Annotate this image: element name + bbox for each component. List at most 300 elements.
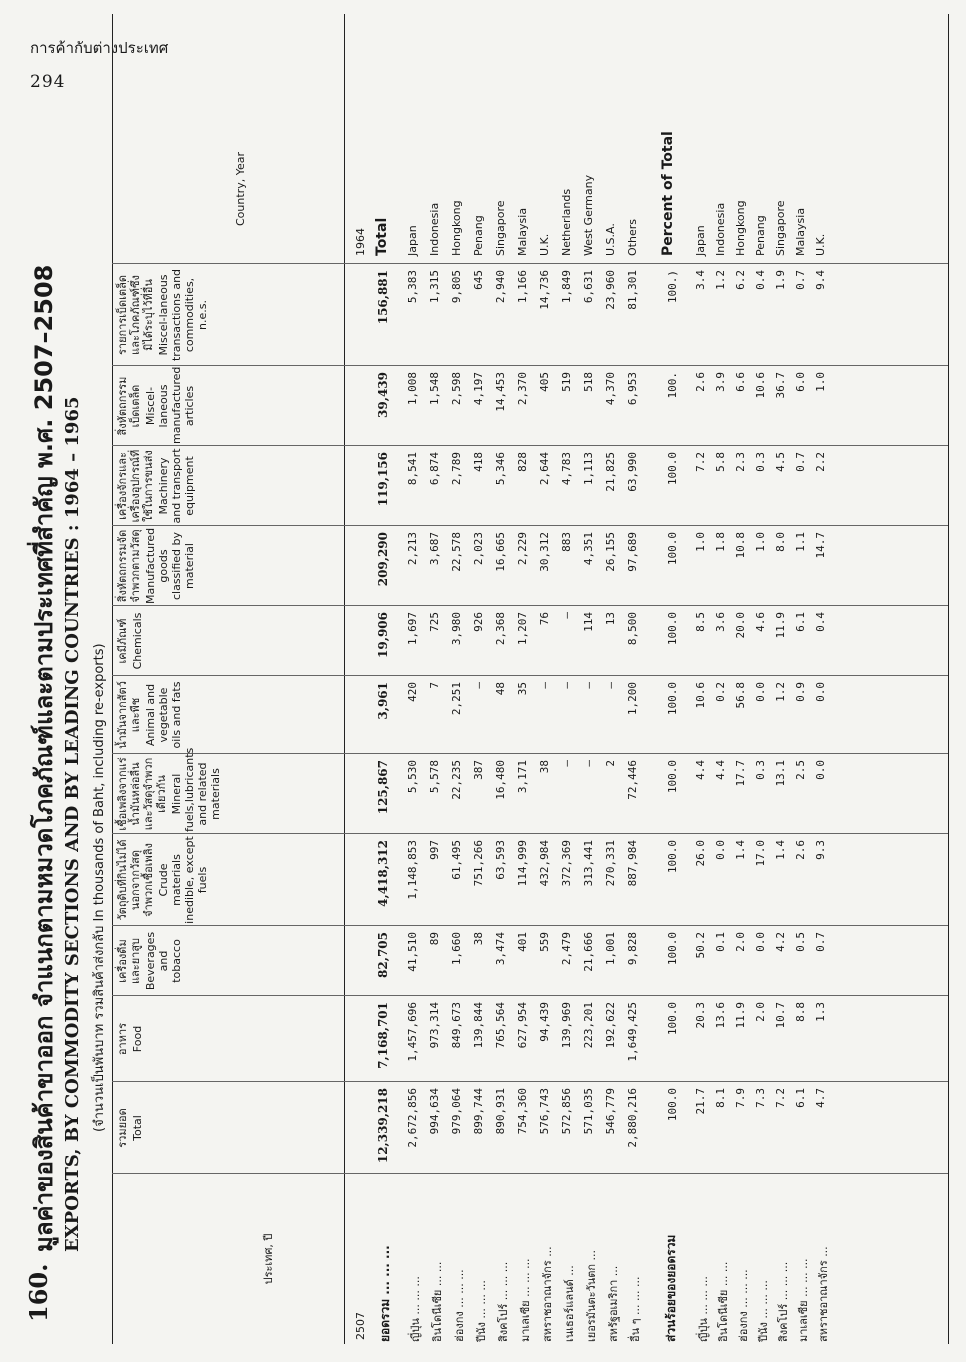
table-cell: 1.9 bbox=[774, 270, 787, 290]
table-cell: 2,880,216 bbox=[626, 1088, 639, 1148]
row-label: สิงคโปร์ ... ... ... bbox=[497, 1261, 510, 1342]
table-cell: 81,301 bbox=[626, 270, 639, 310]
row-label-english: Netherlands bbox=[560, 188, 573, 256]
table-cell: 223,201 bbox=[582, 1002, 595, 1049]
table-cell: 973,314 bbox=[428, 1002, 441, 1049]
table-cell: 100.0 bbox=[666, 760, 679, 794]
column-divider bbox=[112, 925, 948, 926]
table-cell: 1.1 bbox=[794, 532, 807, 552]
row-label: เนเธอร์แลนด์ ... bbox=[563, 1265, 576, 1342]
table-cell: 1,548 bbox=[428, 372, 441, 406]
table-cell: 8.0 bbox=[774, 532, 787, 552]
table-cell: 1.8 bbox=[714, 532, 727, 552]
table-cell: 114,999 bbox=[516, 840, 529, 887]
table-cell: 35 bbox=[516, 682, 529, 696]
table-cell: 0.7 bbox=[794, 452, 807, 472]
table-cell: 38 bbox=[538, 760, 551, 774]
table-title-thai: มูลค่าของสินค้าขาออก จำแนกตามหมวดโภคภัณฑ์และตามประเทศที่สำคัญ พ.ศ. 2507–2508 bbox=[30, 264, 58, 1252]
table-cell: 627,954 bbox=[516, 1002, 529, 1049]
table-cell: 3,474 bbox=[494, 932, 507, 966]
table-cell: 270,331 bbox=[604, 840, 617, 887]
table-cell: 559 bbox=[538, 932, 551, 952]
table-cell: 1,849 bbox=[560, 270, 573, 304]
table-cell: 2.6 bbox=[794, 840, 807, 860]
column-header bbox=[116, 528, 196, 604]
table-cell: 4,418,312 bbox=[376, 840, 390, 907]
table-cell: 0.3 bbox=[754, 452, 767, 472]
table-cell: 2,598 bbox=[450, 372, 463, 406]
table-cell: 2,479 bbox=[560, 932, 573, 966]
table-cell: 0.0 bbox=[714, 840, 727, 860]
column-header-english: Mineral fuels,lubricants and related materials bbox=[170, 747, 222, 832]
table-cell: 2.2 bbox=[814, 452, 827, 472]
table-cell: 100.0 bbox=[666, 452, 679, 486]
table-cell: 1.0 bbox=[754, 532, 767, 552]
table-cell: 5,383 bbox=[406, 270, 419, 304]
row-label-english: Penang bbox=[472, 215, 485, 256]
column-header bbox=[116, 747, 222, 832]
column-header-thai: เคมีภัณฑ์ bbox=[116, 618, 129, 664]
table-cell: 1,697 bbox=[406, 612, 419, 646]
table-cell: 139,844 bbox=[472, 1002, 485, 1049]
table-cell: 5,578 bbox=[428, 760, 441, 794]
table-cell: 2.0 bbox=[754, 1002, 767, 1022]
table-cell: 100.0 bbox=[666, 682, 679, 716]
table-cell: 372,369 bbox=[560, 840, 573, 887]
row-label-english: U.K. bbox=[814, 233, 827, 256]
table-cell: — bbox=[560, 612, 573, 619]
exports-table bbox=[112, 14, 952, 1344]
row-label-english: Indonesia bbox=[714, 202, 727, 256]
table-cell: 9,805 bbox=[450, 270, 463, 304]
table-cell: 765,564 bbox=[494, 1002, 507, 1049]
column-header-thai: น้ำมันจากสัตว์และพืช bbox=[116, 681, 142, 749]
table-cell: 12,339,218 bbox=[376, 1088, 390, 1164]
table-cell: 1,001 bbox=[604, 932, 617, 966]
table-cell: 30,312 bbox=[538, 532, 551, 572]
table-cell: 0.0 bbox=[754, 932, 767, 952]
table-cell: 2.6 bbox=[694, 372, 707, 392]
table-cell: 114 bbox=[582, 612, 595, 632]
table-cell: 849,673 bbox=[450, 1002, 463, 1049]
table-cell: 7.3 bbox=[754, 1088, 767, 1108]
row-label: อินโดนีเซีย ... ... bbox=[717, 1261, 730, 1342]
table-cell: 0.4 bbox=[754, 270, 767, 290]
table-cell: 6.6 bbox=[734, 372, 747, 392]
table-cell: 1.0 bbox=[694, 532, 707, 552]
table-cell: 10.8 bbox=[734, 532, 747, 559]
table-cell: 3.9 bbox=[714, 372, 727, 392]
table-cell: 0.0 bbox=[814, 760, 827, 780]
table-cell: 39,439 bbox=[376, 372, 390, 418]
row-label: มาเลเซีย ... ... ... bbox=[797, 1258, 810, 1342]
table-cell: 0.7 bbox=[814, 932, 827, 952]
row-label: อินโดนีเซีย ... ... bbox=[431, 1261, 444, 1342]
column-header-thai: เครื่องดื่ม และยาสูบ bbox=[116, 937, 142, 985]
table-cell: 21.7 bbox=[694, 1088, 707, 1115]
table-cell: 17.0 bbox=[754, 840, 767, 867]
table-cell: 1.4 bbox=[734, 840, 747, 860]
row-label: สหราชอาณาจักร ... bbox=[541, 1246, 554, 1342]
column-header bbox=[116, 928, 183, 994]
table-cell: 571,035 bbox=[582, 1088, 595, 1135]
table-cell: 139,969 bbox=[560, 1002, 573, 1049]
row-label: สหราชอาณาจักร ... bbox=[817, 1246, 830, 1342]
table-cell: 14,736 bbox=[538, 270, 551, 310]
row-label: ปีนัง ... ... ... bbox=[475, 1280, 488, 1342]
column-header-english: Food bbox=[131, 1025, 144, 1053]
table-title-english: EXPORTS, BY COMMODITY SECTIONS AND BY LEADING COUNTRIES : 1964 – 1965 bbox=[62, 396, 83, 1252]
running-header: การค้ากับต่างประเทศ bbox=[30, 39, 169, 57]
table-cell: 209,290 bbox=[376, 532, 390, 587]
row-label-english: Hongkong bbox=[450, 200, 463, 256]
column-header-thai: รวมยอด bbox=[116, 1108, 129, 1148]
column-divider bbox=[112, 525, 948, 526]
table-cell: 1.2 bbox=[714, 270, 727, 290]
column-header bbox=[116, 1084, 144, 1172]
row-label-english: Hongkong bbox=[734, 200, 747, 256]
row-label-english: Singapore bbox=[774, 200, 787, 256]
table-cell: 8,500 bbox=[626, 612, 639, 646]
column-divider bbox=[112, 1173, 948, 1174]
column-header-thai: วัตถุดิบที่กินไม่ได้ นอกจากวัสดุจำพวกเชื้อเพลิง bbox=[116, 839, 155, 921]
column-divider bbox=[112, 445, 948, 446]
table-cell: — bbox=[604, 682, 617, 689]
table-cell: 97,689 bbox=[626, 532, 639, 572]
table-cell: 576,743 bbox=[538, 1088, 551, 1135]
table-cell: 725 bbox=[428, 612, 441, 632]
table-cell: 4,197 bbox=[472, 372, 485, 406]
table-cell: 6.1 bbox=[794, 612, 807, 632]
table-cell: 899,744 bbox=[472, 1088, 485, 1135]
row-label-english: Malaysia bbox=[516, 207, 529, 256]
row-label-english: U.K. bbox=[538, 233, 551, 256]
table-cell: 11.9 bbox=[734, 1002, 747, 1029]
table-cell: — bbox=[560, 760, 573, 767]
table-cell: 418 bbox=[472, 452, 485, 472]
column-header bbox=[116, 836, 209, 924]
table-cell: 26,155 bbox=[604, 532, 617, 572]
column-header-english: Chemicals bbox=[131, 612, 144, 670]
table-cell: 1,457,696 bbox=[406, 1002, 419, 1062]
table-cell: 0.2 bbox=[714, 682, 727, 702]
table-cell: 6,953 bbox=[626, 372, 639, 406]
column-divider bbox=[112, 263, 948, 264]
column-header-thai: สิ่งหัตถกรรมเบ็ดเตล็ด bbox=[116, 376, 142, 436]
table-cell: 1.3 bbox=[814, 1002, 827, 1022]
table-cell: 41,510 bbox=[406, 932, 419, 972]
table-cell: 546,779 bbox=[604, 1088, 617, 1135]
table-number: 160. bbox=[24, 1263, 53, 1322]
table-cell: 100.0 bbox=[666, 532, 679, 566]
table-cell: 2.0 bbox=[734, 932, 747, 952]
table-cell: 17.7 bbox=[734, 760, 747, 787]
table-bottom-rule bbox=[948, 14, 949, 1344]
table-cell: 100.0 bbox=[666, 840, 679, 874]
column-divider bbox=[112, 365, 948, 366]
table-cell: 2.3 bbox=[734, 452, 747, 472]
column-header-thai: อาหาร bbox=[116, 1022, 129, 1056]
table-cell: 48 bbox=[494, 682, 507, 696]
row-label: ฮ่องกง ... ... ... bbox=[453, 1269, 466, 1342]
table-cell: 36.7 bbox=[774, 372, 787, 399]
year-label-thai: 2507 bbox=[354, 1312, 367, 1340]
table-cell: 26.0 bbox=[694, 840, 707, 867]
table-cell: 2,023 bbox=[472, 532, 485, 566]
table-cell: 100.0 bbox=[666, 1002, 679, 1036]
table-cell: 20.0 bbox=[734, 612, 747, 639]
row-label: สหรัฐอเมริกา ... bbox=[607, 1265, 620, 1342]
table-cell: 22,235 bbox=[450, 760, 463, 800]
table-cell: — bbox=[560, 682, 573, 689]
table-cell: 1,113 bbox=[582, 452, 595, 486]
table-cell: 5,530 bbox=[406, 760, 419, 794]
table-cell: 11.9 bbox=[774, 612, 787, 639]
table-cell: 1,207 bbox=[516, 612, 529, 646]
page-number: 294 bbox=[30, 72, 66, 92]
column-header-english: Manufactured goods classified by material bbox=[144, 527, 196, 604]
table-cell: 21,666 bbox=[582, 932, 595, 972]
row-label-english: Others bbox=[626, 219, 639, 256]
table-cell: 4.5 bbox=[774, 452, 787, 472]
table-cell: 6.0 bbox=[794, 372, 807, 392]
column-header bbox=[116, 368, 196, 444]
table-cell: 1,166 bbox=[516, 270, 529, 304]
table-cell: 997 bbox=[428, 840, 441, 860]
table-cell: 1,315 bbox=[428, 270, 441, 304]
table-cell: 1,008 bbox=[406, 372, 419, 406]
table-header-rule bbox=[344, 14, 345, 1344]
table-cell: 63,593 bbox=[494, 840, 507, 880]
table-cell: 2 bbox=[604, 760, 617, 767]
table-cell: 7.9 bbox=[734, 1088, 747, 1108]
table-cell: 1.4 bbox=[774, 840, 787, 860]
table-cell: 751,266 bbox=[472, 840, 485, 887]
row-label-english: Penang bbox=[754, 215, 767, 256]
table-cell: 20.3 bbox=[694, 1002, 707, 1029]
row-label-english: Total bbox=[374, 217, 390, 256]
row-label-english: Japan bbox=[406, 225, 419, 256]
table-cell: 13.1 bbox=[774, 760, 787, 787]
column-header bbox=[262, 1176, 277, 1342]
table-cell: 1.0 bbox=[814, 372, 827, 392]
table-cell: 0.7 bbox=[794, 270, 807, 290]
table-cell: 89 bbox=[428, 932, 441, 946]
table-cell: 61,495 bbox=[450, 840, 463, 880]
table-cell: 2,672,856 bbox=[406, 1088, 419, 1148]
table-cell: 8.8 bbox=[794, 1002, 807, 1022]
table-cell: 420 bbox=[406, 682, 419, 702]
year-label-english: 1964 bbox=[354, 228, 367, 256]
table-cell: 192,622 bbox=[604, 1002, 617, 1049]
column-divider bbox=[112, 605, 948, 606]
table-cell: 72,446 bbox=[626, 760, 639, 800]
table-subtitle: (จำนวนเป็นพันบาท รวมสินค้าส่งกลับ In thousands of Baht, including re-exports) bbox=[92, 643, 107, 1132]
table-cell: 1,649,425 bbox=[626, 1002, 639, 1062]
table-cell: 21,825 bbox=[604, 452, 617, 492]
table-cell: 4.4 bbox=[714, 760, 727, 780]
table-cell: — bbox=[582, 760, 595, 767]
table-cell: 9.3 bbox=[814, 840, 827, 860]
column-header-thai: เชื้อเพลิงจากแร่ น้ำมันหล่อลื่น และวัสดุจำพวกเดียวกัน bbox=[116, 757, 168, 831]
column-header-thai: เครื่องจักรและเครื่องอุปกรณ์ที่ใช้ในการขนส่ง bbox=[116, 449, 155, 523]
row-label: ญี่ปุ่น ... ... ... bbox=[409, 1276, 422, 1342]
table-cell: 0.0 bbox=[814, 682, 827, 702]
table-cell: 1,660 bbox=[450, 932, 463, 966]
table-cell: 2,251 bbox=[450, 682, 463, 716]
row-label: ยอดรวม ... ... ... bbox=[378, 1245, 392, 1342]
table-cell: 754,360 bbox=[516, 1088, 529, 1135]
column-divider bbox=[112, 753, 948, 754]
table-cell: 887,984 bbox=[626, 840, 639, 887]
table-cell: 572,856 bbox=[560, 1088, 573, 1135]
table-cell: 38 bbox=[472, 932, 485, 946]
table-cell: 23,960 bbox=[604, 270, 617, 310]
table-cell: 405 bbox=[538, 372, 551, 392]
table-cell: 0.1 bbox=[714, 932, 727, 952]
table-cell: 10.6 bbox=[754, 372, 767, 399]
table-cell: 4.6 bbox=[754, 612, 767, 632]
table-cell: 2.5 bbox=[794, 760, 807, 780]
column-header-thai: ประเทศ, ปี bbox=[262, 1233, 275, 1285]
table-cell: 994,634 bbox=[428, 1088, 441, 1135]
table-cell: 14,453 bbox=[494, 372, 507, 412]
table-cell: 100. bbox=[666, 372, 679, 399]
table-cell: 4.2 bbox=[774, 932, 787, 952]
table-cell: 9,828 bbox=[626, 932, 639, 966]
column-divider bbox=[112, 675, 948, 676]
row-label: อื่น ๆ ... ... ... bbox=[629, 1276, 642, 1342]
table-cell: 979,064 bbox=[450, 1088, 463, 1135]
table-cell: 56.8 bbox=[734, 682, 747, 709]
table-cell: 313,441 bbox=[582, 840, 595, 887]
table-cell: 518 bbox=[582, 372, 595, 392]
table-cell: 6.2 bbox=[734, 270, 747, 290]
row-label-english: Singapore bbox=[494, 200, 507, 256]
row-label: ฮ่องกง ... ... ... bbox=[737, 1269, 750, 1342]
table-cell: 2,940 bbox=[494, 270, 507, 304]
table-cell: 4,783 bbox=[560, 452, 573, 486]
column-header bbox=[116, 448, 196, 524]
table-cell: 0.9 bbox=[794, 682, 807, 702]
column-header-english: Total bbox=[131, 1115, 144, 1141]
table-cell: 22,578 bbox=[450, 532, 463, 572]
table-cell: 9.4 bbox=[814, 270, 827, 290]
table-cell: 3,171 bbox=[516, 760, 529, 794]
table-cell: 19,906 bbox=[376, 612, 390, 658]
table-cell: 0.3 bbox=[754, 760, 767, 780]
column-header-english: Machinery and transport equipment bbox=[157, 448, 196, 524]
row-label-english: Indonesia bbox=[428, 202, 441, 256]
table-cell: 13.6 bbox=[714, 1002, 727, 1029]
table-cell: 156,881 bbox=[376, 270, 390, 325]
table-cell: 119,156 bbox=[376, 452, 390, 507]
table-cell: 100.0 bbox=[666, 1088, 679, 1122]
table-cell: 5,346 bbox=[494, 452, 507, 486]
column-header-thai: สิ่งหัตถกรรมจัดจำพวกตามวัสดุ bbox=[116, 529, 142, 603]
table-cell: 8.5 bbox=[694, 612, 707, 632]
column-header-english: Country, Year bbox=[234, 152, 247, 226]
row-label: ญี่ปุ่น ... ... ... bbox=[697, 1276, 710, 1342]
column-header-english: Miscel-laneous manufactured articles bbox=[144, 366, 196, 444]
column-header bbox=[116, 998, 144, 1080]
row-label: สิงคโปร์ ... ... ... bbox=[777, 1261, 790, 1342]
row-label-english: West Germany bbox=[582, 174, 595, 256]
column-header bbox=[116, 608, 144, 674]
table-cell: 16,665 bbox=[494, 532, 507, 572]
table-cell: 100.0 bbox=[666, 612, 679, 646]
table-cell: 3,961 bbox=[376, 682, 390, 720]
table-cell: 883 bbox=[560, 532, 573, 552]
table-cell: 3,980 bbox=[450, 612, 463, 646]
column-divider bbox=[112, 1081, 948, 1082]
table-cell: 3.6 bbox=[714, 612, 727, 632]
row-label: ปีนัง ... ... ... bbox=[757, 1280, 770, 1342]
table-cell: 7,168,701 bbox=[376, 1002, 390, 1069]
table-cell: 7.2 bbox=[774, 1088, 787, 1108]
table-cell: 4,370 bbox=[604, 372, 617, 406]
row-label: เยอรมันตะวันตก ... bbox=[585, 1249, 598, 1342]
column-header-thai: รายการเบ็ดเตล็ดและโภคภัณฑ์ซึ่งมิได้ระบุไว้ที่อื่น bbox=[116, 275, 155, 355]
table-cell: 82,705 bbox=[376, 932, 390, 978]
table-cell: 6,874 bbox=[428, 452, 441, 486]
table-cell: 4.7 bbox=[814, 1088, 827, 1108]
table-cell: 7.2 bbox=[694, 452, 707, 472]
column-divider bbox=[112, 833, 948, 834]
table-cell: 2,368 bbox=[494, 612, 507, 646]
table-cell: 3,687 bbox=[428, 532, 441, 566]
row-label-english: Malaysia bbox=[794, 207, 807, 256]
table-cell: 6,631 bbox=[582, 270, 595, 304]
table-cell: 645 bbox=[472, 270, 485, 290]
table-cell: 0.0 bbox=[754, 682, 767, 702]
column-header bbox=[116, 266, 209, 364]
table-cell: 401 bbox=[516, 932, 529, 952]
row-label-english: U.S.A. bbox=[604, 223, 617, 256]
table-cell: 1.2 bbox=[774, 682, 787, 702]
percent-section-label: ส่วนร้อยของยอดรวม bbox=[664, 1234, 678, 1342]
table-cell: — bbox=[538, 682, 551, 689]
table-cell: 63,990 bbox=[626, 452, 639, 492]
table-cell: 0.5 bbox=[794, 932, 807, 952]
table-cell: 16,480 bbox=[494, 760, 507, 800]
table-cell: 0.4 bbox=[814, 612, 827, 632]
row-label: มาเลเซีย ... ... ... bbox=[519, 1258, 532, 1342]
table-cell: 2,370 bbox=[516, 372, 529, 406]
table-cell: 387 bbox=[472, 760, 485, 780]
table-cell: 2,229 bbox=[516, 532, 529, 566]
table-cell: 14.7 bbox=[814, 532, 827, 559]
table-cell: 6.1 bbox=[794, 1088, 807, 1108]
table-cell: 828 bbox=[516, 452, 529, 472]
column-header-english: Animal and vegetable oils and fats bbox=[144, 681, 183, 749]
column-header bbox=[232, 116, 247, 262]
column-header bbox=[116, 678, 183, 752]
table-cell: 100.0 bbox=[666, 932, 679, 966]
table-cell: 10.6 bbox=[694, 682, 707, 709]
table-cell: 50.2 bbox=[694, 932, 707, 959]
column-divider bbox=[112, 995, 948, 996]
table-cell: 890,931 bbox=[494, 1088, 507, 1135]
table-cell: 5.8 bbox=[714, 452, 727, 472]
table-cell: 519 bbox=[560, 372, 573, 392]
table-cell: 7 bbox=[428, 682, 441, 689]
table-cell: 1,148,853 bbox=[406, 840, 419, 900]
table-cell: — bbox=[582, 682, 595, 689]
table-cell: 100.) bbox=[666, 270, 679, 304]
table-cell: 2,213 bbox=[406, 532, 419, 566]
table-cell: 94,439 bbox=[538, 1002, 551, 1042]
